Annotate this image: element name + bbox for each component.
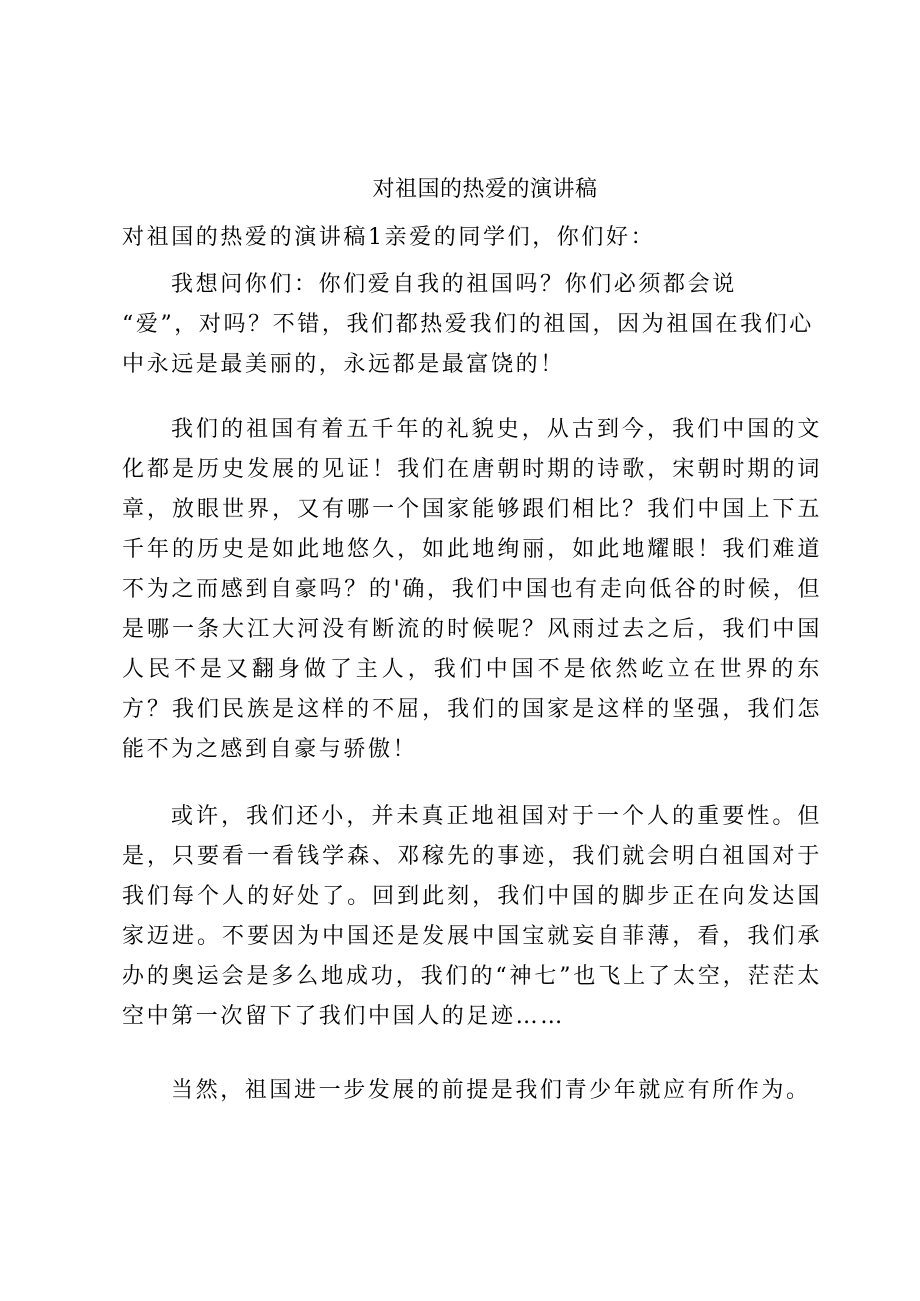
paragraph-4: 当然，祖国进一步发展的前提是我们青少年就应有所作为。 bbox=[171, 1078, 811, 1103]
paragraph-1-line: 我想问你们：你们爱自我的祖国吗？你们必须都会说 bbox=[171, 272, 737, 297]
paragraph-1 bbox=[122, 265, 822, 385]
paragraph-1-continuation: “爱”，对吗？不错，我们都热爱我们的祖国，因为祖国在我们心中永远是最美丽的，永远都是最富饶的！ bbox=[122, 312, 814, 377]
document-title: 对祖国的热爱的演讲稿 bbox=[372, 177, 598, 202]
paragraph-2: 我们的祖国有着五千年的礼貌史，从古到今，我们中国的文化都是历史发展的见证！我们在唐朝时期的诗歌，宋朝时期的词章，放眼世界，又有哪一个国家能够跟们相比？我们中国上下五千年的历史是如此地悠久，如此地绚丽，如此地耀眼！我们难道不为之而感到自豪吗？的'确，我们中国也有走向低谷的时候，但是哪一条大江大河没有断流的时候呢？风雨过去之后，我们中国人民不是又翻身做了主人，我们中国不是依然屹立在世界的东方？我们民族是这样的不屈，我们的国家是这样的坚强，我们怎能不为之感到自豪与骄傲！ bbox=[122, 417, 822, 762]
intro-line: 对祖国的热爱的演讲稿1亲爱的同学们，你们好： bbox=[122, 225, 656, 250]
paragraph-3: 或许，我们还小，并未真正地祖国对于一个人的重要性。但是，只要看一看钱学森、邓稼先的事迹，我们就会明白祖国对于我们每个人的好处了。回到此刻，我们中国的脚步正在向发达国家迈进。不要因为中国还是发展中国宝就妄自菲薄，看，我们承办的奥运会是多么地成功，我们的“神七”也飞上了太空，茫茫太空中第一次留下了我们中国人的足迹…… bbox=[122, 804, 822, 1029]
